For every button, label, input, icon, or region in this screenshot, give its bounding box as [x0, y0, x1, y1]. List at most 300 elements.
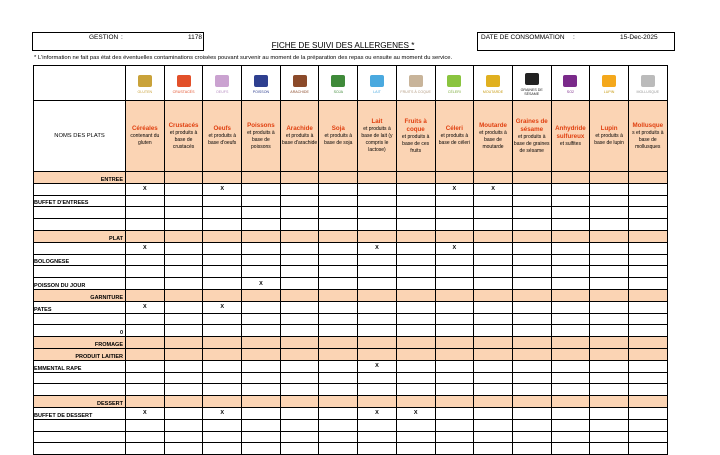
allergen-cell	[435, 172, 474, 184]
allergen-description: s et produits à base de mollusques	[632, 129, 664, 150]
allergen-cell	[203, 372, 242, 384]
allergen-cell	[551, 219, 590, 231]
page-title: FICHE DE SUIVI DES ALLERGENES *	[271, 41, 415, 50]
allergen-mark: X	[358, 242, 397, 254]
allergen-cell	[590, 242, 629, 254]
allergen-cell	[319, 266, 358, 278]
allergen-description: et produits à base d'oeufs	[208, 133, 237, 146]
allergen-description: et produits à base de crustacés	[169, 129, 198, 150]
allergen-cell	[164, 230, 203, 242]
allergen-cell	[203, 431, 242, 443]
allergen-cell	[164, 372, 203, 384]
allergen-cell	[319, 337, 358, 349]
allergen-cell	[319, 443, 358, 455]
allergen-cell	[512, 407, 551, 419]
allergen-cell	[280, 254, 319, 266]
allergen-icon-cell	[203, 66, 242, 101]
allergen-cell	[396, 266, 435, 278]
allergen-header-cell	[435, 101, 474, 172]
fish-icon	[254, 75, 268, 87]
section-label: PLAT	[34, 230, 126, 242]
allergen-header-cell	[551, 101, 590, 172]
allergen-cell	[358, 289, 397, 301]
dish-row	[34, 207, 668, 219]
allergen-cell	[396, 278, 435, 290]
allergen-cell	[358, 207, 397, 219]
allergen-name: Anhydride sulfureux	[555, 124, 586, 140]
allergen-cell	[358, 183, 397, 195]
allergen-cell	[280, 396, 319, 408]
allergen-cell	[164, 313, 203, 325]
dish-name: EMMENTAL RAPE	[34, 360, 126, 372]
allergen-cell	[628, 219, 667, 231]
allergen-cell	[319, 219, 358, 231]
allergen-cell	[396, 301, 435, 313]
allergen-mark: X	[242, 278, 281, 290]
allergen-header-cell	[396, 101, 435, 172]
allergen-header-cell	[203, 101, 242, 172]
so2-icon	[563, 75, 577, 87]
allergen-cell	[280, 337, 319, 349]
allergen-name: Soja	[331, 125, 345, 132]
allergen-name: Poissons	[247, 121, 275, 129]
allergen-cell	[628, 396, 667, 408]
allergen-cell	[474, 242, 513, 254]
dish-row	[34, 219, 668, 231]
allergen-icon-label: FRUITS À COQUE	[400, 89, 431, 94]
allergen-cell	[203, 337, 242, 349]
allergen-cell	[203, 219, 242, 231]
dish-row	[34, 419, 668, 431]
gestion-separator: :	[121, 34, 123, 41]
allergen-cell	[242, 172, 281, 184]
allergen-cell	[280, 348, 319, 360]
allergen-name: Lupin	[600, 125, 618, 132]
dish-row	[34, 431, 668, 443]
dish-row	[34, 313, 668, 325]
allergen-cell	[512, 278, 551, 290]
allergen-cell	[590, 431, 629, 443]
allergen-cell	[319, 254, 358, 266]
allergen-cell	[396, 443, 435, 455]
section-label: ENTREE	[34, 172, 126, 184]
egg-icon	[215, 75, 229, 87]
allergen-cell	[319, 372, 358, 384]
allergen-cell	[203, 396, 242, 408]
allergen-name: Oeufs	[213, 125, 231, 132]
allergen-cell	[358, 172, 397, 184]
allergen-cell	[126, 172, 165, 184]
allergen-header-cell	[280, 101, 319, 172]
allergen-cell	[164, 396, 203, 408]
allergen-cell	[280, 242, 319, 254]
allergen-cell	[242, 407, 281, 419]
allergen-cell	[203, 278, 242, 290]
allergen-icon-label: CRUSTACÉS	[172, 89, 195, 94]
allergen-cell	[203, 419, 242, 431]
dish-name: BUFFET D'ENTREES	[34, 195, 126, 207]
allergen-cell	[126, 360, 165, 372]
allergen-cell	[590, 289, 629, 301]
allergen-cell	[512, 337, 551, 349]
allergen-cell	[628, 431, 667, 443]
allergen-cell	[319, 207, 358, 219]
allergen-cell	[628, 172, 667, 184]
allergen-icon-label: GLUTEN	[137, 89, 153, 94]
allergen-cell	[242, 337, 281, 349]
allergen-cell	[551, 254, 590, 266]
allergen-cell	[512, 301, 551, 313]
allergen-cell	[319, 183, 358, 195]
allergen-name: Céréales	[131, 125, 158, 132]
allergen-cell	[590, 172, 629, 184]
allergen-header-cell	[628, 101, 667, 172]
allergen-cell	[512, 219, 551, 231]
allergen-cell	[512, 242, 551, 254]
allergen-cell	[126, 372, 165, 384]
allergen-cell	[164, 443, 203, 455]
gestion-value: 1178	[188, 34, 202, 41]
dish-row	[34, 301, 668, 313]
allergen-mark: X	[358, 407, 397, 419]
allergen-mark: X	[435, 242, 474, 254]
allergen-description: et produits à base de graines de sésame	[513, 133, 550, 154]
dish-name	[34, 183, 126, 195]
dish-row	[34, 325, 668, 337]
allergen-cell	[126, 396, 165, 408]
allergen-cell	[551, 289, 590, 301]
allergen-cell	[435, 195, 474, 207]
allergen-cell	[242, 207, 281, 219]
dish-name	[34, 443, 126, 455]
allergen-cell	[242, 219, 281, 231]
allergen-header-cell	[512, 101, 551, 172]
allergen-cell	[474, 372, 513, 384]
allergen-cell	[242, 419, 281, 431]
allergen-header-cell	[164, 101, 203, 172]
allergen-icon-cell	[590, 66, 629, 101]
allergen-icon-cell	[512, 66, 551, 101]
allergen-cell	[435, 325, 474, 337]
allergen-cell	[435, 407, 474, 419]
allergen-cell	[551, 278, 590, 290]
allergen-cell	[474, 419, 513, 431]
allergen-cell	[280, 172, 319, 184]
allergen-cell	[126, 254, 165, 266]
allergen-cell	[126, 384, 165, 396]
allergen-icon-label: MOUTARDE	[482, 89, 504, 94]
allergen-cell	[628, 407, 667, 419]
allergen-name: Moutarde	[479, 121, 507, 129]
allergen-description: et produits à base de poissons	[247, 129, 275, 150]
allergen-description: et sulfites	[559, 140, 581, 147]
gestion-label: GESTION	[89, 34, 119, 41]
allergen-cell	[203, 172, 242, 184]
dish-name	[34, 419, 126, 431]
allergen-cell	[590, 396, 629, 408]
allergen-cell	[242, 360, 281, 372]
soy-icon	[331, 75, 345, 87]
allergen-name: Arachide	[286, 125, 313, 132]
allergen-cell	[164, 337, 203, 349]
allergen-icon-cell	[242, 66, 281, 101]
allergen-cell	[280, 230, 319, 242]
allergen-cell	[551, 337, 590, 349]
mustard-icon	[486, 75, 500, 87]
allergen-cell	[590, 313, 629, 325]
allergen-cell	[628, 419, 667, 431]
allergen-name: Fruits à coque	[404, 117, 427, 133]
dish-row	[34, 372, 668, 384]
allergen-header-cell	[319, 101, 358, 172]
allergen-cell	[358, 372, 397, 384]
section-label: PRODUIT LAITIER	[34, 348, 126, 360]
shell-icon	[641, 75, 655, 87]
allergen-mark: X	[203, 301, 242, 313]
allergen-cell	[551, 431, 590, 443]
allergen-cell	[512, 348, 551, 360]
allergen-cell	[319, 348, 358, 360]
allergen-cell	[164, 195, 203, 207]
allergen-cell	[396, 219, 435, 231]
allergen-description: et produits à base de soja	[324, 133, 353, 146]
gestion-box	[32, 32, 204, 51]
allergen-cell	[280, 207, 319, 219]
wheat-icon	[138, 75, 152, 87]
allergen-cell	[203, 195, 242, 207]
allergen-description: et produits à base de moutarde	[479, 129, 507, 150]
allergen-cell	[590, 266, 629, 278]
allergen-cell	[358, 443, 397, 455]
allergen-cell	[396, 325, 435, 337]
allergen-cell	[280, 219, 319, 231]
dish-name: POISSON DU JOUR	[34, 278, 126, 290]
allergen-cell	[396, 254, 435, 266]
allergen-cell	[628, 254, 667, 266]
allergen-cell	[203, 360, 242, 372]
allergen-cell	[628, 183, 667, 195]
dish-row	[34, 254, 668, 266]
dish-names-header: NOMS DES PLATS	[34, 101, 126, 172]
allergen-cell	[164, 301, 203, 313]
allergen-cell	[203, 266, 242, 278]
allergen-cell	[319, 242, 358, 254]
allergen-cell	[628, 230, 667, 242]
allergen-cell	[164, 348, 203, 360]
allergen-icon-label: SO2	[566, 89, 574, 94]
allergen-mark: X	[203, 183, 242, 195]
allergen-header-cell	[358, 101, 397, 172]
allergen-cell	[512, 183, 551, 195]
dish-row	[34, 407, 668, 419]
allergen-cell	[126, 348, 165, 360]
allergen-cell	[164, 325, 203, 337]
dish-name	[34, 431, 126, 443]
allergen-cell	[551, 172, 590, 184]
allergen-cell	[126, 207, 165, 219]
allergen-icon-label: CÉLERI	[447, 89, 461, 94]
allergen-cell	[319, 407, 358, 419]
dish-row	[34, 183, 668, 195]
allergen-cell	[628, 337, 667, 349]
allergen-cell	[551, 443, 590, 455]
allergen-cell	[203, 230, 242, 242]
allergen-name: Lait	[371, 118, 383, 125]
dish-name	[34, 219, 126, 231]
allergen-cell	[280, 384, 319, 396]
allergen-cell	[358, 254, 397, 266]
allergen-mark: X	[203, 407, 242, 419]
allergen-cell	[203, 384, 242, 396]
allergen-cell	[512, 266, 551, 278]
allergen-cell	[242, 348, 281, 360]
allergen-cell	[164, 407, 203, 419]
sesame-icon	[525, 73, 539, 85]
allergen-header-cell	[126, 101, 165, 172]
allergen-cell	[435, 384, 474, 396]
dish-row	[34, 266, 668, 278]
allergen-cell	[126, 266, 165, 278]
peanut-icon	[293, 75, 307, 87]
allergen-icon-cell	[280, 66, 319, 101]
allergen-cell	[242, 384, 281, 396]
allergen-cell	[164, 360, 203, 372]
allergen-cell	[280, 266, 319, 278]
allergen-cell	[435, 443, 474, 455]
allergen-cell	[590, 372, 629, 384]
allergen-cell	[396, 431, 435, 443]
allergen-cell	[242, 372, 281, 384]
allergen-name: Céleri	[445, 125, 463, 132]
section-row	[34, 172, 668, 184]
allergen-cell	[203, 313, 242, 325]
allergen-cell	[358, 384, 397, 396]
allergen-cell	[280, 419, 319, 431]
allergen-cell	[435, 230, 474, 242]
crab-icon	[177, 75, 191, 87]
date-box	[477, 32, 675, 51]
allergen-description: et produits à base d'arachide	[282, 133, 318, 146]
allergen-cell	[396, 384, 435, 396]
allergen-cell	[242, 313, 281, 325]
allergen-cell	[164, 419, 203, 431]
allergen-cell	[126, 289, 165, 301]
allergen-icon-label: SOJA	[333, 89, 343, 94]
allergen-cell	[242, 183, 281, 195]
allergen-cell	[358, 219, 397, 231]
allergen-cell	[319, 289, 358, 301]
allergen-cell	[358, 337, 397, 349]
nut-icon	[409, 75, 423, 87]
allergen-cell	[435, 254, 474, 266]
allergen-icon-row	[34, 66, 668, 101]
allergen-cell	[590, 183, 629, 195]
allergen-cell	[203, 207, 242, 219]
allergen-mark: X	[396, 407, 435, 419]
allergen-cell	[358, 301, 397, 313]
allergen-cell	[164, 431, 203, 443]
section-row	[34, 230, 668, 242]
allergen-cell	[319, 195, 358, 207]
allergen-cell	[203, 242, 242, 254]
allergen-cell	[512, 384, 551, 396]
allergen-cell	[512, 419, 551, 431]
allergen-cell	[474, 348, 513, 360]
allergen-cell	[628, 360, 667, 372]
allergen-cell	[126, 195, 165, 207]
allergen-cell	[435, 207, 474, 219]
allergen-cell	[474, 207, 513, 219]
allergen-cell	[396, 348, 435, 360]
allergen-cell	[164, 219, 203, 231]
allergen-cell	[164, 254, 203, 266]
allergen-cell	[628, 195, 667, 207]
allergen-cell	[551, 372, 590, 384]
allergen-cell	[164, 278, 203, 290]
allergen-cell	[551, 396, 590, 408]
allergen-cell	[551, 301, 590, 313]
dish-row	[34, 384, 668, 396]
allergen-cell	[435, 301, 474, 313]
allergen-cell	[551, 313, 590, 325]
allergen-cell	[551, 325, 590, 337]
allergen-cell	[280, 183, 319, 195]
allergen-cell	[164, 266, 203, 278]
allergen-cell	[242, 266, 281, 278]
allergen-cell	[164, 172, 203, 184]
dish-row	[34, 278, 668, 290]
allergen-description: et produits à base de ces fruits	[401, 133, 430, 154]
allergen-cell	[164, 183, 203, 195]
allergen-cell	[242, 254, 281, 266]
allergen-cell	[590, 230, 629, 242]
allergen-cell	[242, 431, 281, 443]
allergen-cell	[628, 372, 667, 384]
allergen-mark: X	[474, 183, 513, 195]
allergen-name: Crustacés	[168, 121, 199, 129]
allergen-cell	[628, 443, 667, 455]
allergen-cell	[319, 419, 358, 431]
allergen-icon-label: LUPIN	[603, 89, 615, 94]
allergen-cell	[242, 195, 281, 207]
allergen-cell	[396, 207, 435, 219]
dish-name: PATES	[34, 301, 126, 313]
allergen-cell	[396, 396, 435, 408]
allergen-cell	[435, 419, 474, 431]
allergen-cell	[590, 278, 629, 290]
allergen-cell	[242, 242, 281, 254]
allergen-cell	[551, 207, 590, 219]
allergen-cell	[164, 207, 203, 219]
dish-name	[34, 372, 126, 384]
allergen-cell	[628, 278, 667, 290]
allergen-cell	[358, 396, 397, 408]
allergen-cell	[474, 360, 513, 372]
allergen-cell	[280, 407, 319, 419]
dish-name	[34, 384, 126, 396]
allergen-cell	[474, 172, 513, 184]
allergen-cell	[628, 242, 667, 254]
dish-name	[34, 242, 126, 254]
allergen-cell	[551, 419, 590, 431]
allergen-table	[33, 65, 668, 455]
allergen-cell	[512, 443, 551, 455]
allergen-cell	[126, 219, 165, 231]
allergen-cell	[358, 195, 397, 207]
allergen-cell	[474, 337, 513, 349]
allergen-cell	[435, 278, 474, 290]
allergen-cell	[590, 443, 629, 455]
